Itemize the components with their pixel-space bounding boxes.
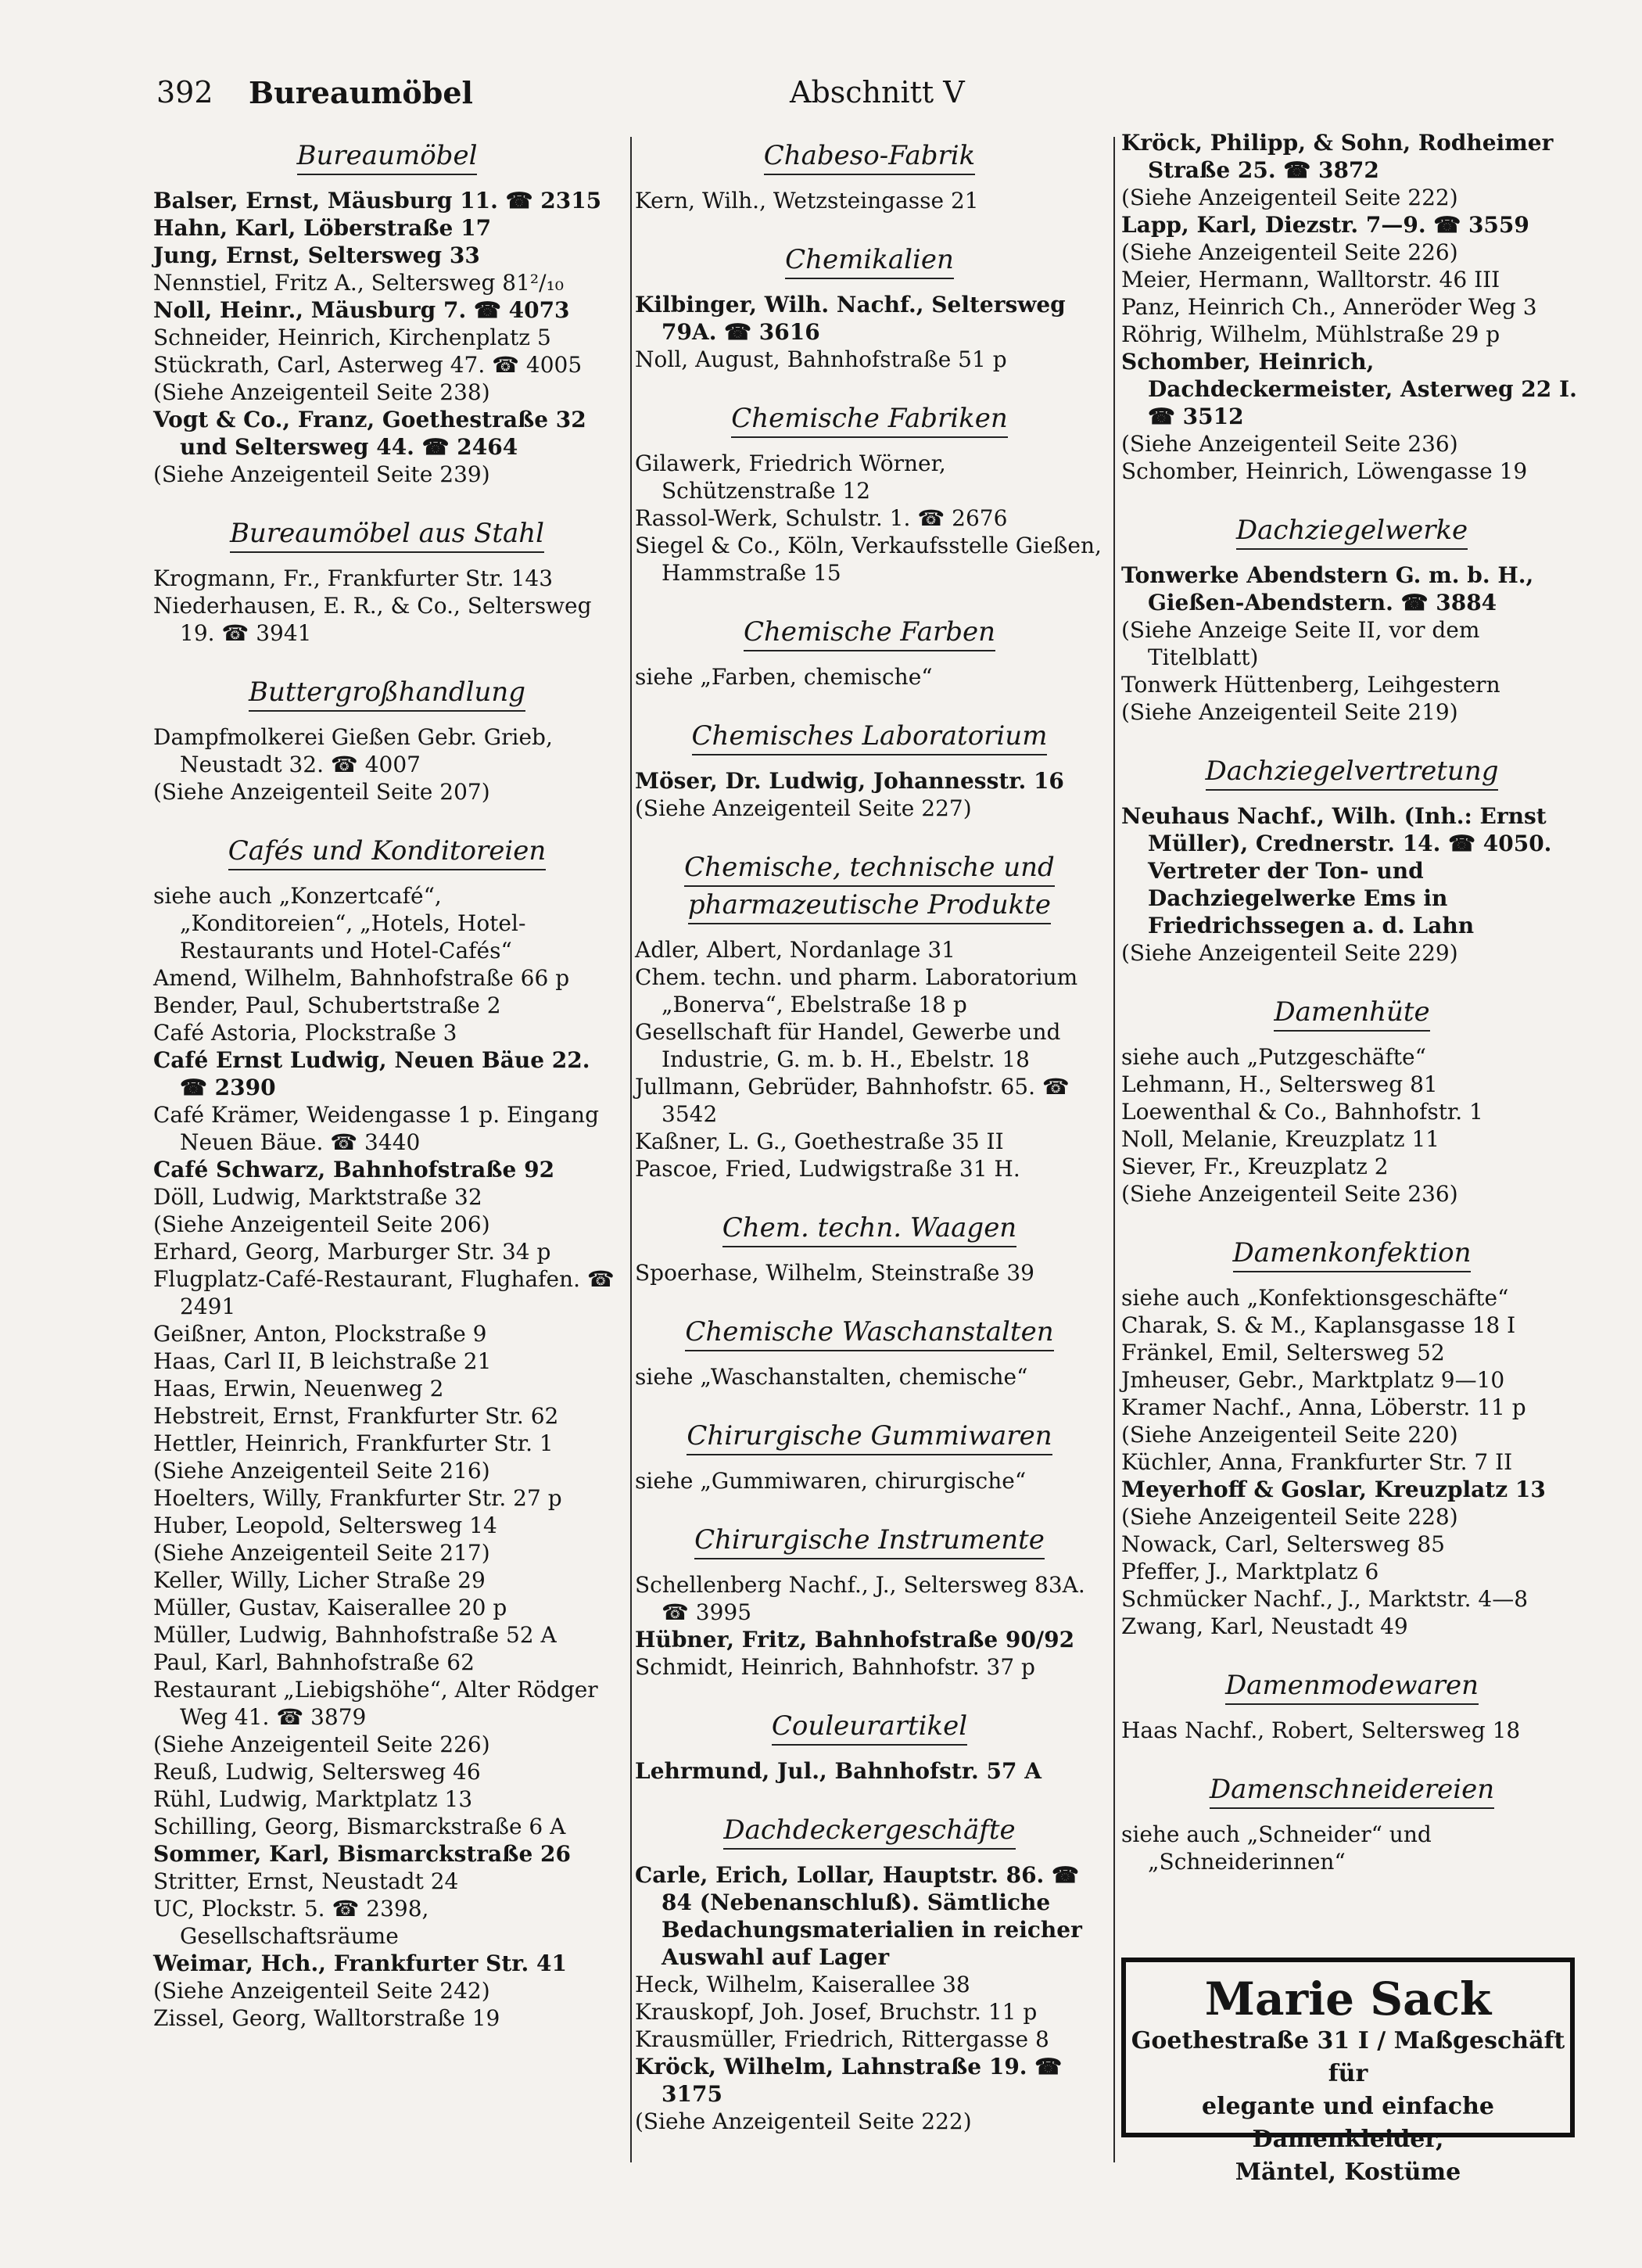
directory-entry: Schmidt, Heinrich, Bahnhofstr. 37 p [635, 1654, 1035, 1680]
section-heading [635, 1417, 1104, 1455]
directory-entry: Rassol-Werk, Schulstr. 1. ☎ 2676 [635, 505, 1008, 531]
directory-entry: Erhard, Georg, Marburger Str. 34 p [153, 1239, 551, 1265]
section-heading-text: Cafés und Konditoreien [228, 835, 547, 870]
directory-entry: Tonwerke Abendstern G. m. b. H., Gießen-Abendstern. ☎ 3884 [1121, 562, 1534, 615]
section-heading [635, 1811, 1104, 1849]
section-heading-text: Chemische Farben [744, 616, 995, 651]
directory-entry: siehe auch „Putzgeschäfte“ [1121, 1044, 1426, 1070]
directory-entry: Haas Nachf., Robert, Seltersweg 18 [1121, 1717, 1521, 1743]
directory-entry: Café Ernst Ludwig, Neuen Bäue 22. ☎ 2390 [153, 1047, 590, 1100]
directory-entry: Kröck, Philipp, & Sohn, Rodheimer Straße 25. ☎ 3872 [1121, 130, 1554, 183]
directory-entry: Pfeffer, J., Marktplatz 6 [1121, 1559, 1379, 1584]
directory-section [153, 673, 621, 806]
directory-entry: (Siehe Anzeigenteil Seite 217) [153, 1540, 490, 1566]
directory-entry: Röhrig, Wilhelm, Mühlstraße 29 p [1121, 321, 1500, 347]
directory-entry: Heck, Wilhelm, Kaiserallee 38 [635, 1972, 970, 1997]
directory-entry: Tonwerk Hüttenberg, Leihgestern [1121, 672, 1500, 698]
directory-entry: Geißner, Anton, Plockstraße 9 [153, 1321, 487, 1347]
section-heading-text: Chabeso-Fabrik [764, 140, 976, 175]
directory-entry: Café Astoria, Plockstraße 3 [153, 1020, 457, 1046]
section-heading-text: Chem. techn. Waagen [722, 1212, 1016, 1247]
directory-entry: Carle, Erich, Lollar, Hauptstr. 86. ☎ 84 (Nebenanschluß). Sämtliche Bedachungsmaterialien in reicher Auswahl auf Lager [635, 1862, 1082, 1970]
section-heading-text: Buttergroßhandlung [249, 676, 525, 712]
directory-entry: Noll, Heinr., Mäusburg 7. ☎ 4073 [153, 297, 570, 323]
directory-entry: Haas, Erwin, Neuenweg 2 [153, 1376, 444, 1401]
directory-entry: (Siehe Anzeigenteil Seite 226) [153, 1732, 490, 1757]
advertisement-box [1121, 1958, 1575, 2186]
directory-entry: Nennstiel, Fritz A., Seltersweg 81²/₁₀ [153, 270, 565, 296]
directory-entry: Café Schwarz, Bahnhofstraße 92 [153, 1157, 555, 1182]
directory-entry: Küchler, Anna, Frankfurter Str. 7 II [1121, 1449, 1513, 1475]
directory-entry: (Siehe Anzeigenteil Seite 220) [1121, 1422, 1458, 1448]
directory-entry: Jmheuser, Gebr., Marktplatz 9—10 [1121, 1367, 1505, 1393]
section-heading-text: Chemikalien [785, 244, 954, 279]
directory-entry: Charak, S. & M., Kaplansgasse 18 I [1121, 1312, 1516, 1338]
directory-section [635, 1707, 1104, 1785]
section-heading [1121, 511, 1583, 549]
directory-section [635, 849, 1104, 1182]
section-heading [1121, 1667, 1583, 1704]
directory-entry: Krogmann, Fr., Frankfurter Str. 143 [153, 565, 554, 591]
section-heading-text: Chemische, technische und pharmazeutische Produkte [684, 852, 1055, 924]
directory-entry: Vogt & Co., Franz, Goethestraße 32 und Seltersweg 44. ☎ 2464 [153, 407, 586, 460]
directory-section [635, 1521, 1104, 1681]
section-heading [635, 400, 1104, 437]
directory-entry: Adler, Albert, Nordanlage 31 [635, 937, 955, 963]
section-heading-text: Chemische Fabriken [731, 403, 1008, 438]
directory-section [1121, 1771, 1583, 1875]
directory-entry: Schneider, Heinrich, Kirchenplatz 5 [153, 325, 551, 350]
directory-entry: Lehrmund, Jul., Bahnhofstr. 57 A [635, 1758, 1041, 1784]
directory-entry: (Siehe Anzeigenteil Seite 219) [1121, 699, 1458, 725]
directory-entry: Hahn, Karl, Löberstraße 17 [153, 215, 492, 241]
directory-section [1121, 752, 1583, 967]
directory-entry: Stritter, Ernst, Neustadt 24 [153, 1868, 459, 1894]
section-label: Abschnitt V [790, 75, 965, 109]
section-heading-text: Chirurgische Gummiwaren [687, 1420, 1052, 1455]
directory-entry: Siegel & Co., Köln, Verkaufsstelle Gießen, Hammstraße 15 [635, 533, 1102, 586]
directory-entry: Zissel, Georg, Walltorstraße 19 [153, 2005, 500, 2031]
directory-entry: Sommer, Karl, Bismarckstraße 26 [153, 1841, 571, 1867]
directory-entry: Schomber, Heinrich, Dachdeckermeister, Asterweg 22 I. ☎ 3512 [1121, 349, 1577, 429]
section-heading [153, 832, 621, 870]
directory-entry: Rühl, Ludwig, Marktplatz 13 [153, 1786, 473, 1812]
directory-entry: Hoelters, Willy, Frankfurter Str. 27 p [153, 1485, 562, 1511]
directory-entry: Kern, Wilh., Wetzsteingasse 21 [635, 188, 979, 214]
section-heading [635, 1209, 1104, 1247]
directory-entry: (Siehe Anzeigenteil Seite 222) [1121, 185, 1458, 210]
section-heading-text: Dachdeckergeschäfte [723, 1814, 1015, 1850]
section-heading-text: Chemische Waschanstalten [685, 1316, 1053, 1351]
section-heading-text: Dachziegelvertretung [1206, 755, 1499, 791]
section-heading [153, 673, 621, 711]
section-heading-text: Damenmodewaren [1225, 1670, 1479, 1705]
directory-entry: Schilling, Georg, Bismarckstraße 6 A [153, 1814, 566, 1839]
section-heading [635, 613, 1104, 651]
directory-entry: Weimar, Hch., Frankfurter Str. 41 [153, 1950, 567, 1976]
directory-entry: Krauskopf, Joh. Josef, Bruchstr. 11 p [635, 1999, 1038, 2025]
directory-entry: Niederhausen, E. R., & Co., Seltersweg 19. ☎ 3941 [153, 593, 592, 646]
directory-entry: Panz, Heinrich Ch., Anneröder Weg 3 [1121, 294, 1537, 320]
directory-section [635, 1811, 1104, 2135]
column-divider [1113, 137, 1115, 2162]
directory-section [635, 1209, 1104, 1287]
directory-entry: Schmücker Nachf., J., Marktstr. 4—8 [1121, 1586, 1529, 1612]
directory-section [635, 400, 1104, 587]
directory-entry: Paul, Karl, Bahnhofstraße 62 [153, 1649, 475, 1675]
directory-entry: (Siehe Anzeigenteil Seite 239) [153, 461, 490, 487]
page-header [0, 75, 1642, 122]
section-heading [635, 1521, 1104, 1559]
directory-entry: (Siehe Anzeigenteil Seite 238) [153, 379, 490, 405]
directory-section [635, 1313, 1104, 1391]
directory-entry: Gesellschaft für Handel, Gewerbe und Industrie, G. m. b. H., Ebelstr. 18 [635, 1019, 1061, 1072]
directory-section [153, 515, 621, 647]
directory-entry: Kaßner, L. G., Goethestraße 35 II [635, 1129, 1004, 1154]
directory-entry: Stückrath, Carl, Asterweg 47. ☎ 4005 [153, 352, 583, 378]
directory-entry: Nowack, Carl, Seltersweg 85 [1121, 1531, 1445, 1557]
directory-section [635, 717, 1104, 822]
directory-entry: Hettler, Heinrich, Frankfurter Str. 1 [153, 1430, 554, 1456]
directory-entry: (Siehe Anzeigenteil Seite 236) [1121, 431, 1458, 457]
directory-entry: siehe auch „Konzertcafé“, „Konditoreien“, „Hotels, Hotel-Restaurants und Hotel-Cafés“ [153, 883, 526, 964]
directory-entry: (Siehe Anzeigenteil Seite 207) [153, 779, 490, 805]
section-heading-text: Damenhüte [1274, 996, 1429, 1032]
directory-section [1121, 993, 1583, 1208]
directory-entry: siehe „Farben, chemische“ [635, 664, 933, 690]
directory-entry: Keller, Willy, Licher Straße 29 [153, 1567, 486, 1593]
section-heading-text: Bureaumöbel aus Stahl [230, 518, 544, 553]
column-divider [630, 137, 632, 2162]
running-title: Bureaumöbel [249, 75, 473, 110]
section-heading-text: Chirurgische Instrumente [694, 1524, 1045, 1559]
directory-entry: Café Krämer, Weidengasse 1 p. Eingang Neuen Bäue. ☎ 3440 [153, 1102, 599, 1155]
column-left [153, 129, 621, 2058]
directory-entry: Dampfmolkerei Gießen Gebr. Grieb, Neustadt 32. ☎ 4007 [153, 724, 553, 777]
directory-section [153, 832, 621, 2032]
directory-entry: (Siehe Anzeigenteil Seite 226) [1121, 239, 1458, 265]
section-heading-text: Couleurartikel [772, 1710, 967, 1746]
directory-entry: (Siehe Anzeigenteil Seite 227) [635, 795, 972, 821]
directory-entry: Hebstreit, Ernst, Frankfurter Str. 62 [153, 1403, 559, 1429]
directory-entry: Döll, Ludwig, Marktstraße 32 [153, 1184, 482, 1210]
directory-entry: Huber, Leopold, Seltersweg 14 [153, 1513, 497, 1538]
section-heading [153, 137, 621, 174]
directory-entry: Restaurant „Liebigshöhe“, Alter Rödger Weg 41. ☎ 3879 [153, 1677, 598, 1730]
section-heading [635, 137, 1104, 174]
directory-entry: (Siehe Anzeigenteil Seite 228) [1121, 1504, 1458, 1530]
section-heading [1121, 1234, 1583, 1272]
ad-line: Mäntel, Kostüme [1235, 2159, 1461, 2186]
directory-section [635, 1417, 1104, 1495]
directory-entry: Haas, Carl II, B leichstraße 21 [153, 1348, 492, 1374]
directory-entry: (Siehe Anzeigenteil Seite 229) [1121, 940, 1458, 966]
directory-section [153, 137, 621, 488]
directory-entry: Balser, Ernst, Mäusburg 11. ☎ 2315 [153, 188, 602, 214]
ad-line: Goethestraße 31 I / Maßgeschäft für [1131, 2027, 1565, 2087]
section-heading-text: Damenschneidereien [1210, 1774, 1494, 1809]
directory-entry: Lehmann, H., Seltersweg 81 [1121, 1071, 1438, 1097]
section-heading-text: Chemisches Laboratorium [692, 720, 1048, 755]
section-heading [1121, 1771, 1583, 1808]
directory-entry: Flugplatz-Café-Restaurant, Flughafen. ☎ 2491 [153, 1266, 615, 1319]
directory-entry: Gilawerk, Friedrich Wörner, Schützenstraße 12 [635, 450, 946, 504]
directory-entry: siehe auch „Konfektionsgeschäfte“ [1121, 1285, 1509, 1311]
directory-entry: Hübner, Fritz, Bahnhofstraße 90/92 [635, 1627, 1075, 1653]
section-heading [635, 849, 1104, 924]
section-heading-text: Dachziegelwerke [1236, 515, 1468, 550]
directory-entry: (Siehe Anzeigenteil Seite 216) [153, 1458, 490, 1484]
section-heading [1121, 993, 1583, 1031]
directory-entry: Siever, Fr., Kreuzplatz 2 [1121, 1154, 1389, 1179]
directory-section [1121, 511, 1583, 726]
section-heading [153, 515, 621, 552]
directory-entry: Schellenberg Nachf., J., Seltersweg 83A. ☎ 3995 [635, 1572, 1085, 1625]
directory-section [635, 613, 1104, 691]
directory-section [635, 137, 1104, 214]
section-heading [635, 717, 1104, 755]
directory-entry: Zwang, Karl, Neustadt 49 [1121, 1613, 1408, 1639]
directory-entry: (Siehe Anzeige Seite II, vor dem Titelblatt) [1121, 617, 1480, 670]
directory-entry: Chem. techn. und pharm. Laboratorium „Bonerva“, Ebelstraße 18 p [635, 964, 1078, 1017]
directory-section [1121, 1234, 1583, 1640]
section-heading-text: Bureaumöbel [297, 140, 478, 175]
directory-entry: Meier, Hermann, Walltorstr. 46 III [1121, 267, 1500, 292]
directory-entry: Kröck, Wilhelm, Lahnstraße 19. ☎ 3175 [635, 2054, 1063, 2107]
directory-entry: Spoerhase, Wilhelm, Steinstraße 39 [635, 1260, 1034, 1286]
column-middle [635, 129, 1104, 2162]
directory-entry: Loewenthal & Co., Bahnhofstr. 1 [1121, 1099, 1483, 1125]
directory-entry: (Siehe Anzeigenteil Seite 242) [153, 1978, 490, 2004]
directory-entry: (Siehe Anzeigenteil Seite 222) [635, 2108, 972, 2134]
directory-entry: Kilbinger, Wilh. Nachf., Seltersweg 79A. ☎ 3616 [635, 292, 1066, 345]
ad-line: elegante und einfache Damenkleider, [1201, 2093, 1495, 2153]
directory-entry: Meyerhoff & Goslar, Kreuzplatz 13 [1121, 1477, 1546, 1502]
directory-entry: Noll, Melanie, Kreuzplatz 11 [1121, 1126, 1440, 1152]
directory-entry: siehe auch „Schneider“ und „Schneiderinnen“ [1121, 1821, 1432, 1875]
ad-business-name: Marie Sack [1204, 1972, 1492, 2026]
page-number: 392 [156, 75, 213, 109]
directory-entry: Bender, Paul, Schubertstraße 2 [153, 992, 501, 1018]
section-heading [1121, 752, 1583, 790]
section-heading-text: Damenkonfektion [1233, 1237, 1472, 1272]
directory-entry: Reuß, Ludwig, Seltersweg 46 [153, 1759, 481, 1785]
column-right [1121, 129, 1583, 1902]
directory-entry: Kramer Nachf., Anna, Löberstr. 11 p [1121, 1394, 1526, 1420]
directory-entry: Krausmüller, Friedrich, Rittergasse 8 [635, 2026, 1049, 2052]
directory-entry: siehe „Gummiwaren, chirurgische“ [635, 1468, 1027, 1494]
section-heading [635, 241, 1104, 278]
section-heading [635, 1707, 1104, 1745]
directory-entry: Lapp, Karl, Diezstr. 7—9. ☎ 3559 [1121, 212, 1529, 238]
directory-entry: Neuhaus Nachf., Wilh. (Inh.: Ernst Müller), Crednerstr. 14. ☎ 4050. Vertreter der Ton- und Dachziegelwerke Ems in Friedrichssegen a. d. Lahn [1121, 803, 1552, 938]
directory-entry: Jullmann, Gebrüder, Bahnhofstr. 65. ☎ 3542 [635, 1074, 1070, 1127]
directory-entry: UC, Plockstr. 5. ☎ 2398, Gesellschaftsräume [153, 1896, 429, 1949]
directory-entry: Müller, Gustav, Kaiserallee 20 p [153, 1595, 507, 1620]
directory-section [635, 241, 1104, 373]
section-heading [635, 1313, 1104, 1351]
directory-entry: Jung, Ernst, Seltersweg 33 [153, 242, 480, 268]
directory-entry: Möser, Dr. Ludwig, Johannesstr. 16 [635, 768, 1064, 794]
directory-entry: Müller, Ludwig, Bahnhofstraße 52 A [153, 1622, 557, 1648]
directory-entry: Noll, August, Bahnhofstraße 51 p [635, 346, 1007, 372]
directory-entry: siehe „Waschanstalten, chemische“ [635, 1364, 1028, 1390]
directory-entry: Fränkel, Emil, Seltersweg 52 [1121, 1340, 1445, 1365]
directory-section [1121, 129, 1583, 485]
directory-entry: Pascoe, Fried, Ludwigstraße 31 H. [635, 1156, 1020, 1182]
directory-entry: Amend, Wilhelm, Bahnhofstraße 66 p [153, 965, 570, 991]
directory-section [1121, 1667, 1583, 1744]
directory-entry: (Siehe Anzeigenteil Seite 206) [153, 1211, 490, 1237]
directory-entry: (Siehe Anzeigenteil Seite 236) [1121, 1181, 1458, 1207]
directory-entry: Schomber, Heinrich, Löwengasse 19 [1121, 458, 1528, 484]
